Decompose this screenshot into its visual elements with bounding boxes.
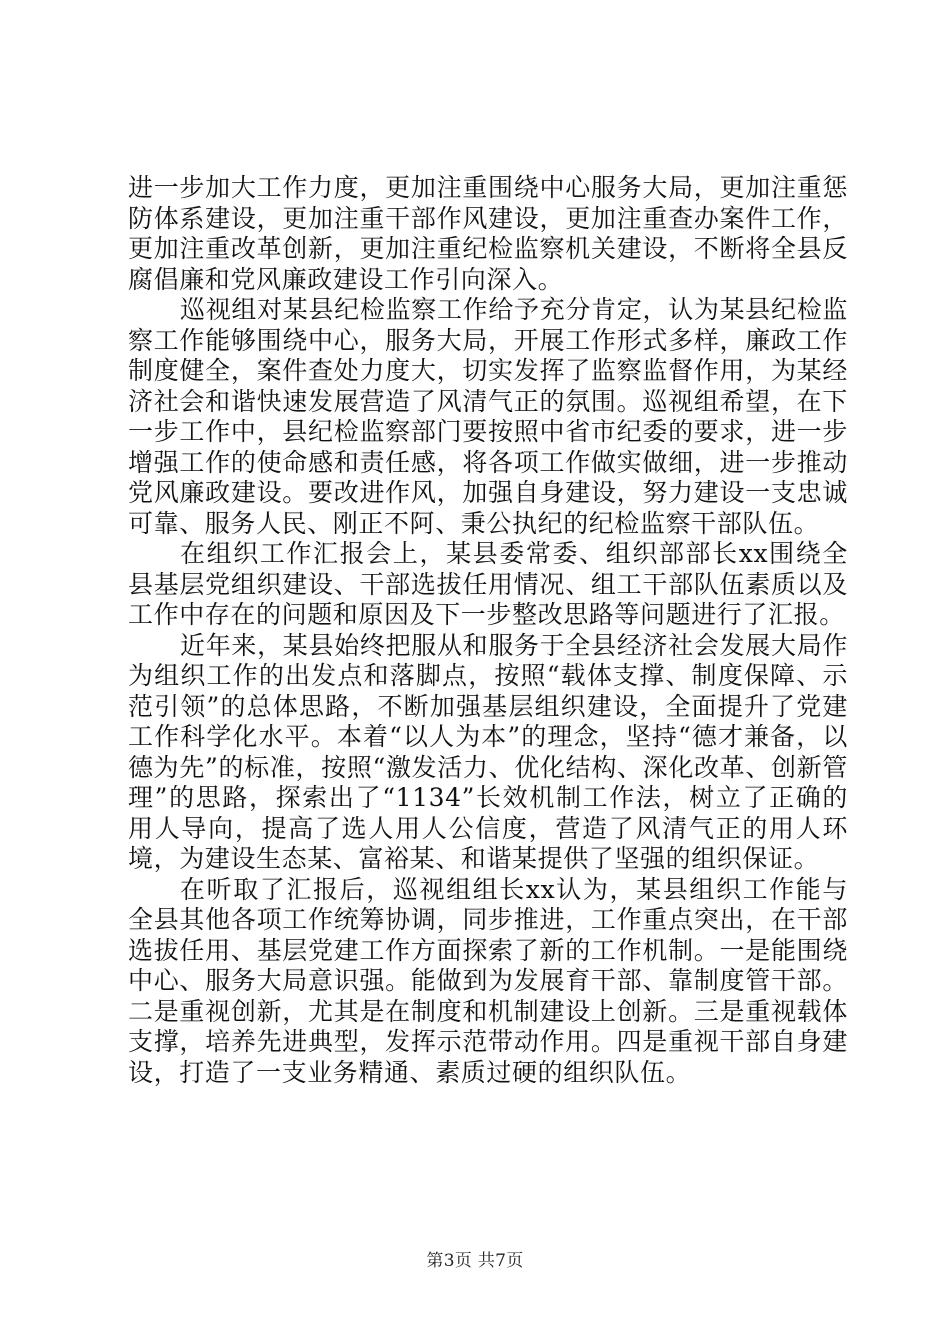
page-number-footer: 第3页 共7页: [426, 1251, 524, 1271]
document-body: [128, 173, 848, 1088]
paragraph-5: 在听取了汇报后，巡视组组长xx认为，某县组织工作能与全县其他各项工作统筹协调，同步推进，工作重点突出，在干部选拔任用、基层党建工作方面探索了新的工作机制。一是能围绕中心、服务大局意识强。能做到为发展育干部、靠制度管干部。二是重视创新，尤其是在制度和机制建设上创新。三是重视载体支撑，培养先进典型，发挥示范带动作用。四是重视干部自身建设，打造了一支业务精通、素质过硬的组织队伍。: [128, 874, 848, 1087]
paragraph-2: 巡视组对某县纪检监察工作给予充分肯定，认为某县纪检监察工作能够围绕中心，服务大局，开展工作形式多样，廉政工作制度健全，案件查处力度大，切实发挥了监察监督作用，为某经济社会和谐快速发展营造了风清气正的氛围。巡视组希望，在下一步工作中，县纪检监察部门要按照中省市纪委的要求，进一步增强工作的使命感和责任感，将各项工作做实做细，进一步推动党风廉政建设。要改进作风，加强自身建设，努力建设一支忠诚可靠、服务人民、刚正不阿、秉公执纪的纪检监察干部队伍。: [128, 295, 848, 538]
paragraph-1: 进一步加大工作力度，更加注重围绕中心服务大局，更加注重惩防体系建设，更加注重干部作风建设，更加注重查办案件工作，更加注重改革创新，更加注重纪检监察机关建设，不断将全县反腐倡廉和党风廉政建设工作引向深入。: [128, 173, 848, 294]
paragraph-3: 在组织工作汇报会上，某县委常委、组织部部长xx围绕全县基层党组织建设、干部选拔任用情况、组工干部队伍素质以及工作中存在的问题和原因及下一步整改思路等问题进行了汇报。: [128, 539, 848, 629]
paragraph-4: 近年来，某县始终把服从和服务于全县经济社会发展大局作为组织工作的出发点和落脚点，按照“载体支撑、制度保障、示范引领”的总体思路，不断加强基层组织建设，全面提升了党建工作科学化水平。本着“以人为本”的理念，坚持“德才兼备，以德为先”的标准，按照“激发活力、优化结构、深化改革、创新管理”的思路，探索出了“1134”长效机制工作法，树立了正确的用人导向，提高了选人用人公信度，营造了风清气正的用人环境，为建设生态某、富裕某、和谐某提供了坚强的组织保证。: [128, 630, 848, 873]
